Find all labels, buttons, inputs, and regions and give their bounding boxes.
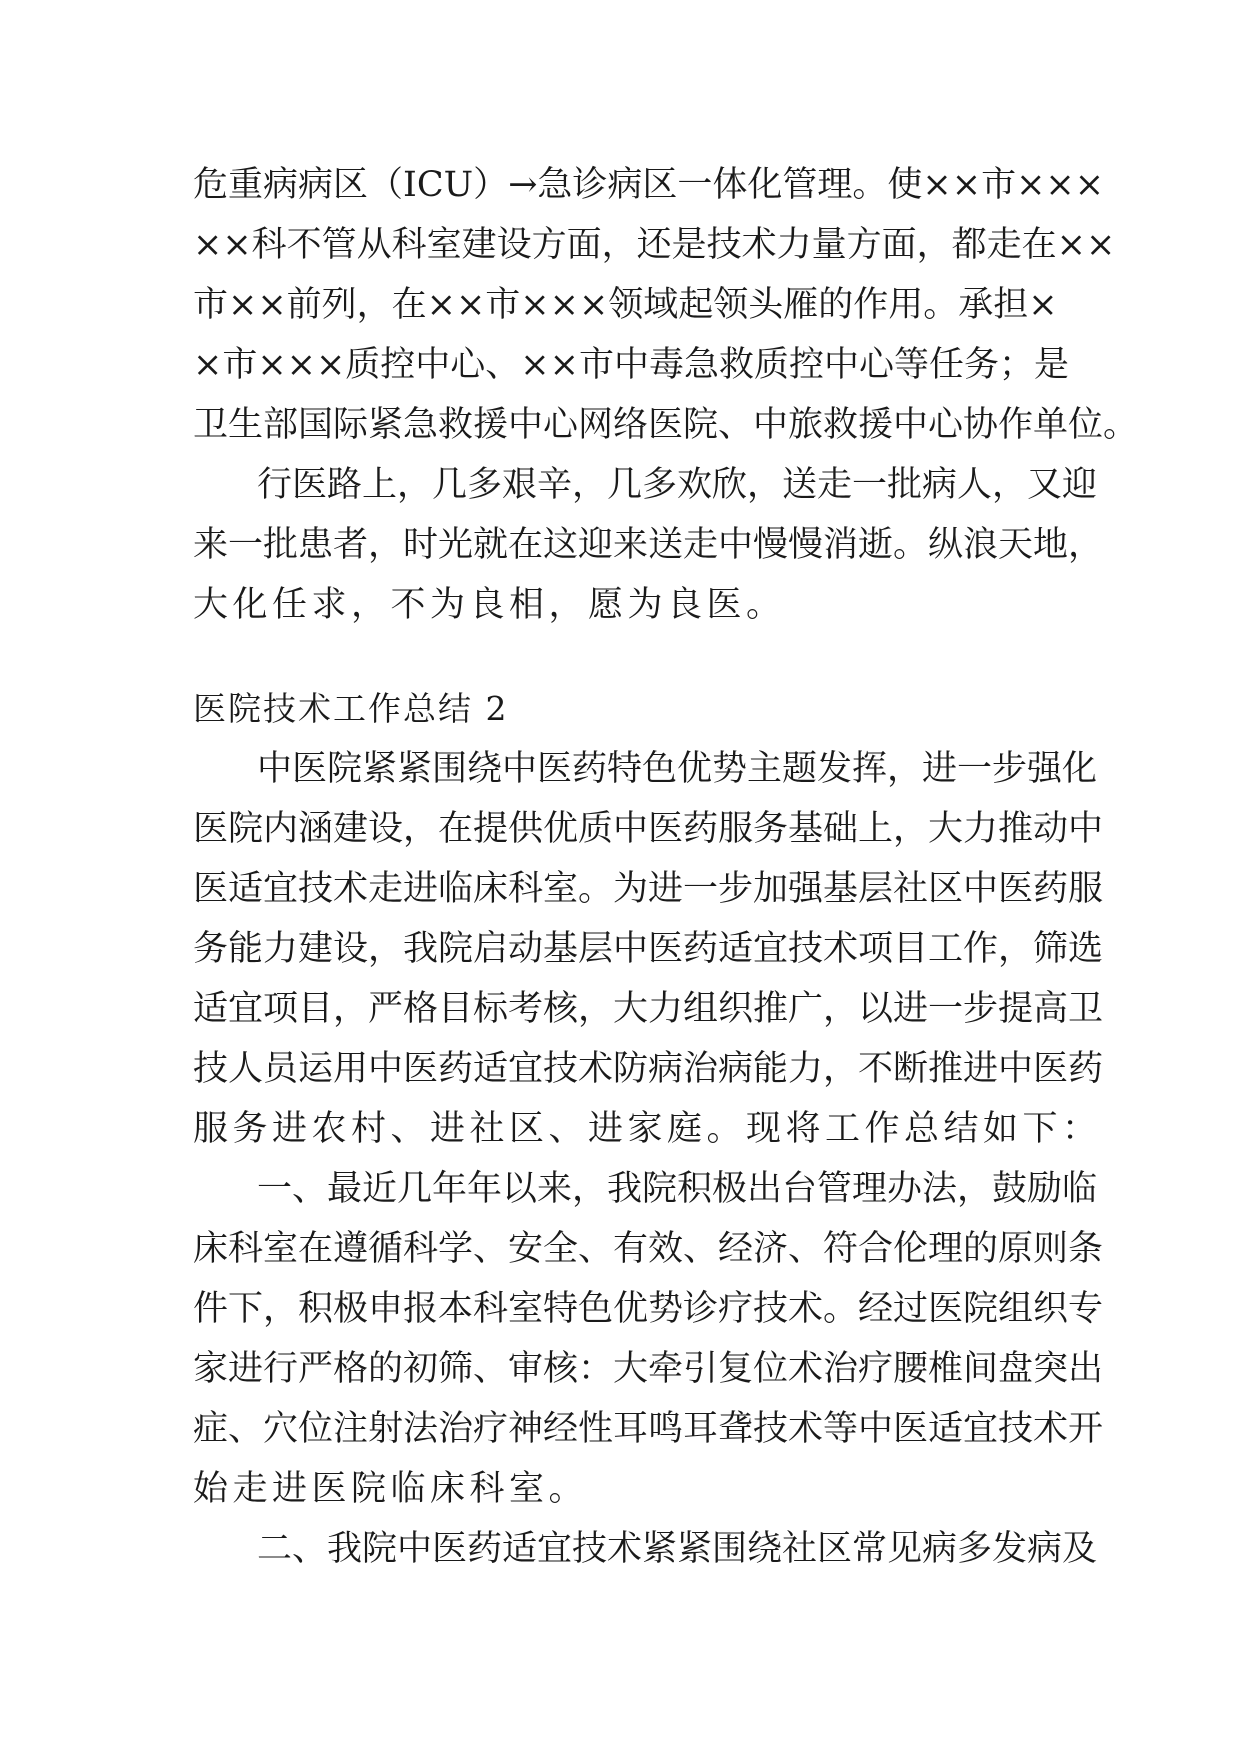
text-line: 危重病病区（ICU）→急诊病区一体化管理。使××市××× xyxy=(193,165,1105,205)
text-line: 件下，积极申报本科室特色优势诊疗技术。经过医院组织专 xyxy=(193,1289,1104,1329)
text-line: 适宜项目，严格目标考核，大力组织推广，以进一步提高卫 xyxy=(193,989,1104,1029)
text-line: 一、最近几年年以来，我院积极出台管理办法，鼓励临 xyxy=(257,1169,1098,1209)
text-line: 来一批患者，时光就在这迎来送走中慢慢消逝。纵浪天地， xyxy=(193,525,1104,565)
text-line: 卫生部国际紧急救援中心网络医院、中旅救援中心协作单位。 xyxy=(193,405,1139,445)
text-line: 技人员运用中医药适宜技术防病治病能力，不断推进中医药 xyxy=(193,1049,1104,1089)
text-line: 家进行严格的初筛、审核：大牵引复位术治疗腰椎间盘突出 xyxy=(193,1349,1104,1389)
text-line: ××科不管从科室建设方面，还是技术力量方面，都走在×× xyxy=(193,225,1116,265)
text-line: 市××前列，在××市×××领域起领头雁的作用。承担× xyxy=(193,285,1058,325)
text-line: 二、我院中医药适宜技术紧紧围绕社区常见病多发病及 xyxy=(257,1529,1098,1569)
text-line: 大化任求，不为良相，愿为良医。 xyxy=(193,585,786,625)
text-line: 症、穴位注射法治疗神经性耳鸣耳聋技术等中医适宜技术开 xyxy=(193,1409,1104,1449)
text-line: 始走进医院临床科室。 xyxy=(193,1469,589,1509)
text-line: 行医路上，几多艰辛，几多欢欣，送走一批病人，又迎 xyxy=(257,465,1098,505)
text-line: 床科室在遵循科学、安全、有效、经济、符合伦理的原则条 xyxy=(193,1229,1104,1269)
text-line: ×市×××质控中心、××市中毒急救质控中心等任务；是 xyxy=(193,345,1069,385)
text-line: 医院内涵建设，在提供优质中医药服务基础上，大力推动中 xyxy=(193,809,1104,849)
text-line: 中医院紧紧围绕中医药特色优势主题发挥，进一步强化 xyxy=(257,749,1098,789)
text-line: 医适宜技术走进临床科室。为进一步加强基层社区中医药服 xyxy=(193,869,1104,909)
text-line: 务能力建设，我院启动基层中医药适宜技术项目工作，筛选 xyxy=(193,929,1104,969)
section-title: 医院技术工作总结 2 xyxy=(193,689,509,728)
text-line: 服务进农村、进社区、进家庭。现将工作总结如下： xyxy=(193,1109,1102,1149)
